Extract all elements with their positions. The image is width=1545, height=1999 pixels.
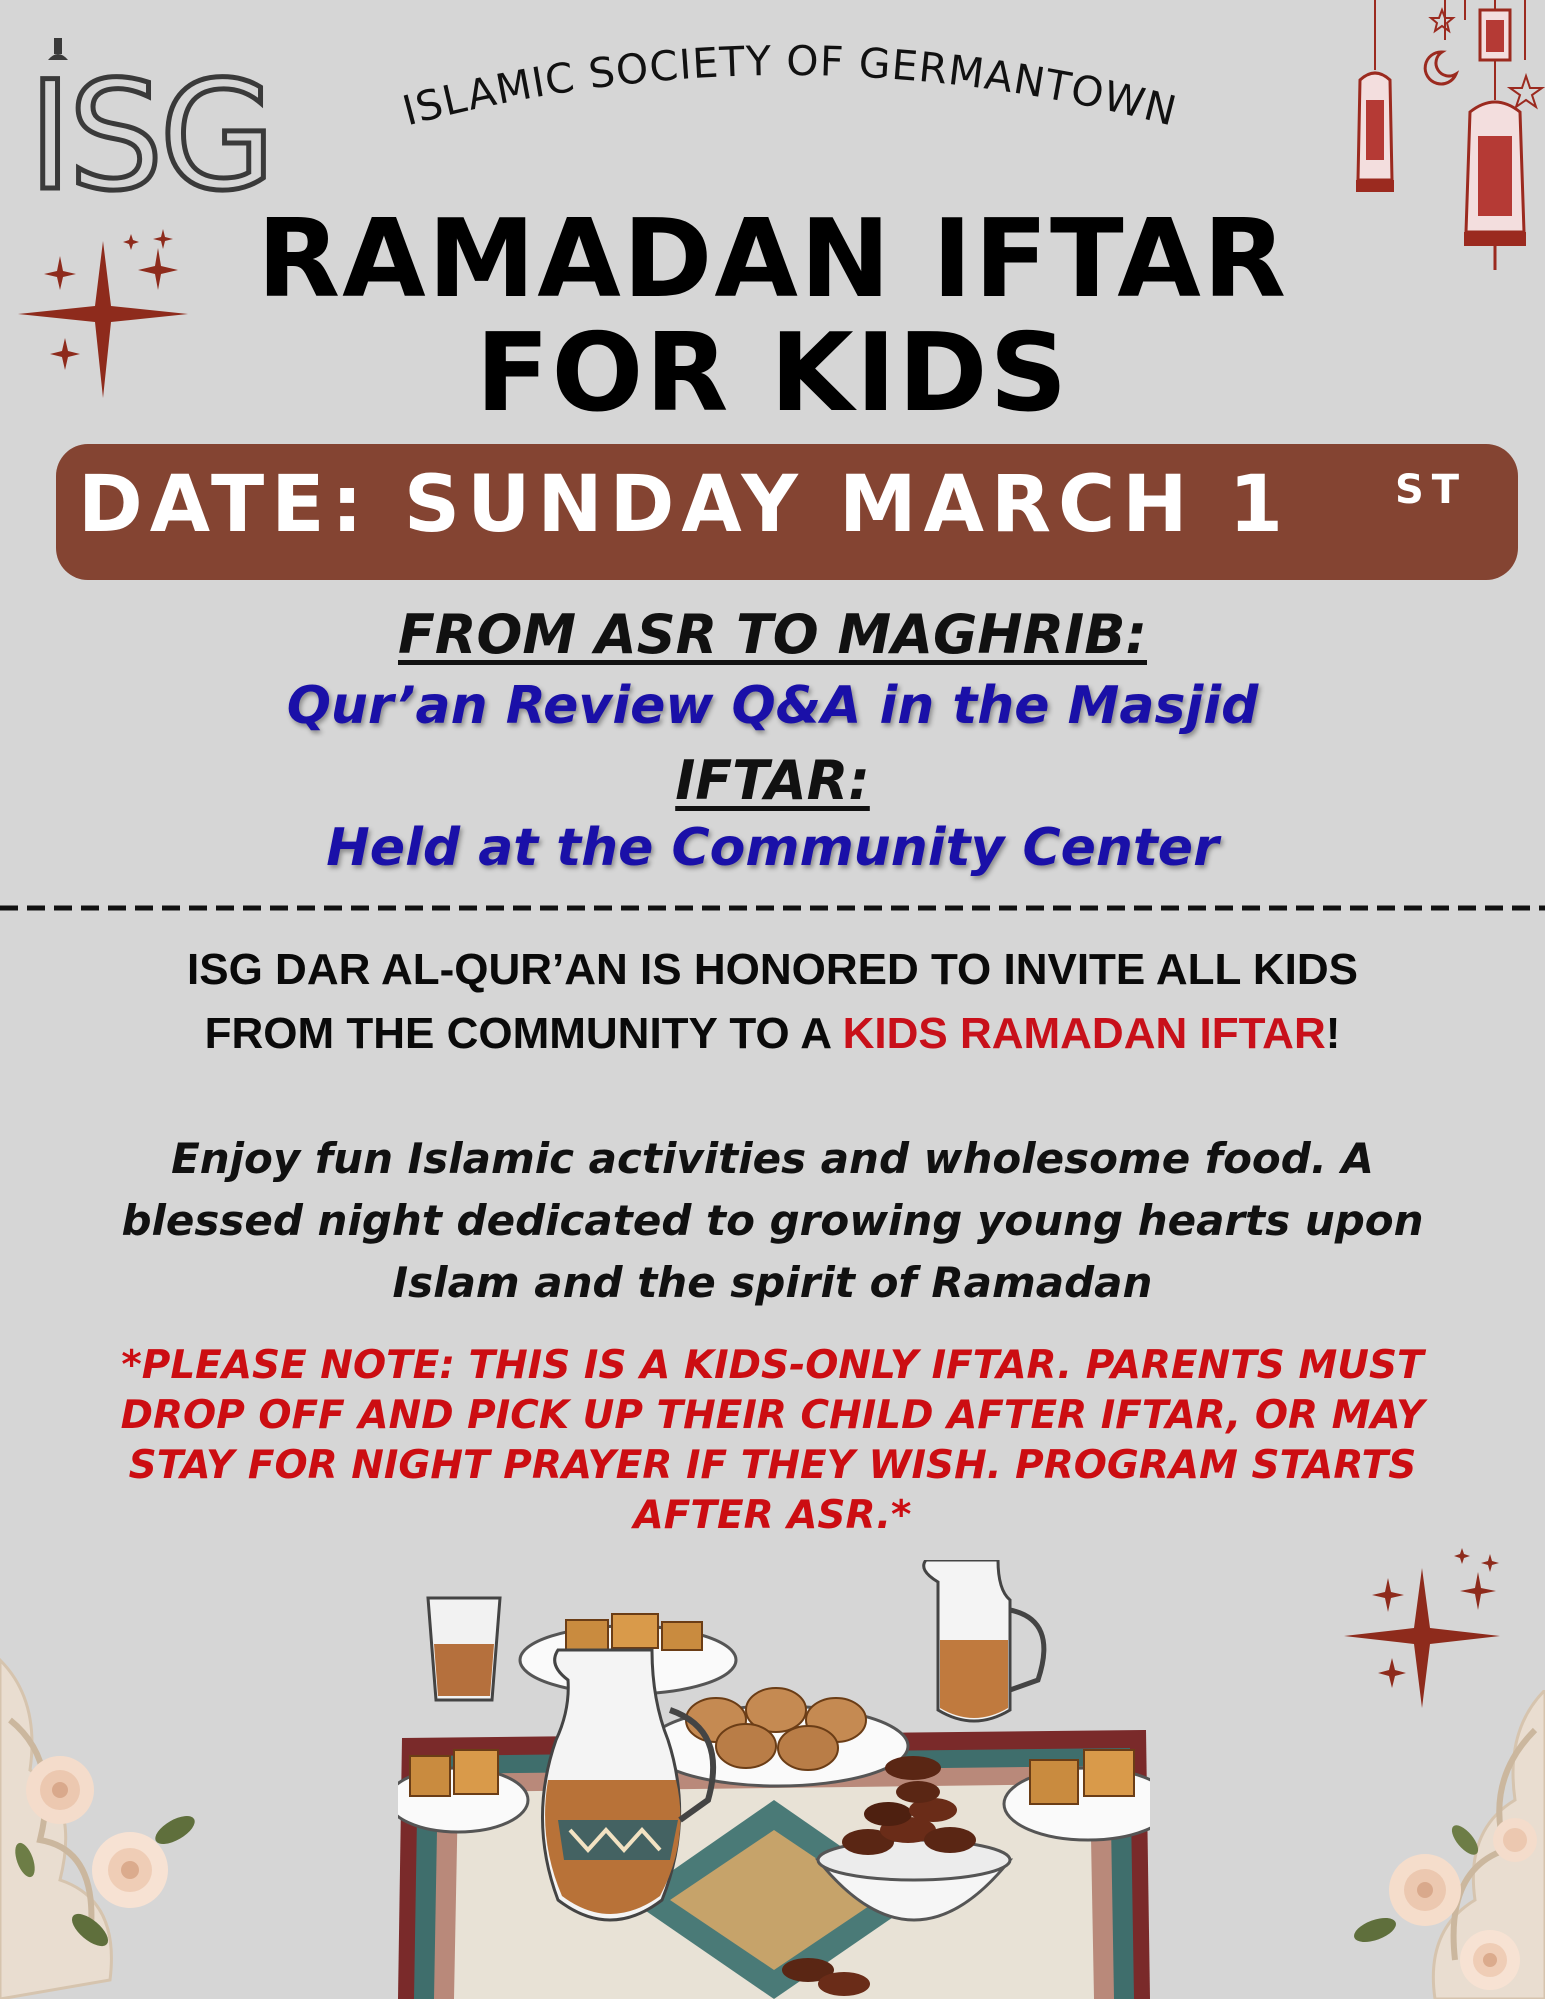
logo-text: ISG	[28, 50, 272, 200]
dashed-divider	[0, 904, 1545, 912]
pastry-plate-icon	[648, 1688, 908, 1786]
lantern-icon	[1356, 73, 1394, 192]
invite-line-1: ISG DAR AL-QUR’AN IS HONORED TO INVITE ALL KIDS	[187, 945, 1358, 994]
date-text: DATE: SUNDAY MARCH 1	[78, 460, 1290, 550]
juice-pitcher-icon	[924, 1560, 1044, 1721]
schedule-heading-asr: FROM ASR TO MAGHRIB:	[398, 603, 1147, 666]
crescent-moon-icon	[1425, 52, 1456, 84]
sparkle-star-icon	[1378, 1658, 1406, 1688]
invite-text: FROM THE COMMUNITY TO A	[204, 1009, 843, 1058]
invite-end: !	[1325, 1009, 1341, 1058]
rose-icon	[1493, 1818, 1537, 1862]
schedule-value-quran-review: Qur’an Review Q&A in the Masjid	[286, 676, 1259, 736]
description-line-1: Enjoy fun Islamic activities and wholesome food. A	[171, 1134, 1374, 1183]
sparkle-star-icon	[1481, 1554, 1499, 1572]
org-name	[315, 40, 1275, 160]
invite-highlight: KIDS RAMADAN IFTAR	[842, 1009, 1326, 1058]
schedule-value-location: Held at the Community Center	[326, 818, 1219, 878]
description-line-2: blessed night dedicated to growing young hearts upon	[121, 1196, 1424, 1245]
note-line-4: AFTER ASR.*	[633, 1493, 912, 1538]
star-icon	[1510, 76, 1542, 107]
rose-icon	[92, 1832, 168, 1908]
title-line-1: RAMADAN IFTAR	[256, 197, 1288, 322]
note-line-2: DROP OFF AND PICK UP THEIR CHILD AFTER IFTAR, OR MAY	[120, 1393, 1425, 1438]
note-line-3: STAY FOR NIGHT PRAYER IF THEY WISH. PROGRAM STARTS	[128, 1443, 1417, 1488]
rose-icon	[26, 1756, 94, 1824]
title-line-2: FOR KIDS	[475, 311, 1070, 436]
schedule-heading-iftar: IFTAR:	[675, 749, 870, 812]
date-suffix: ST	[1395, 467, 1468, 513]
description-line-3: Islam and the spirit of Ramadan	[392, 1258, 1153, 1307]
tea-glass-icon	[428, 1598, 500, 1700]
note-line-1: *PLEASE NOTE: THIS IS A KIDS-ONLY IFTAR. PARENTS MUST	[121, 1343, 1424, 1388]
sparkle-star-icon	[1460, 1572, 1496, 1610]
svg-text:ISLAMIC SOCIETY OF GERMANTOWN: ISLAMIC SOCIETY OF GERMANTOWN	[397, 40, 1182, 136]
rose-icon	[1460, 1930, 1520, 1990]
star-icon	[1431, 10, 1453, 31]
sparkle-star-icon	[1372, 1578, 1404, 1612]
roses-bottom-left	[0, 1640, 240, 1999]
isg-logo	[20, 30, 290, 200]
lantern-icon	[1480, 10, 1510, 60]
sparkle-star-icon	[1454, 1548, 1470, 1564]
rose-icon	[1389, 1854, 1461, 1926]
roses-bottom-right	[1305, 1690, 1545, 1999]
invite-line-2	[0, 1009, 1545, 1058]
iftar-table-illustration	[398, 1560, 1150, 1999]
